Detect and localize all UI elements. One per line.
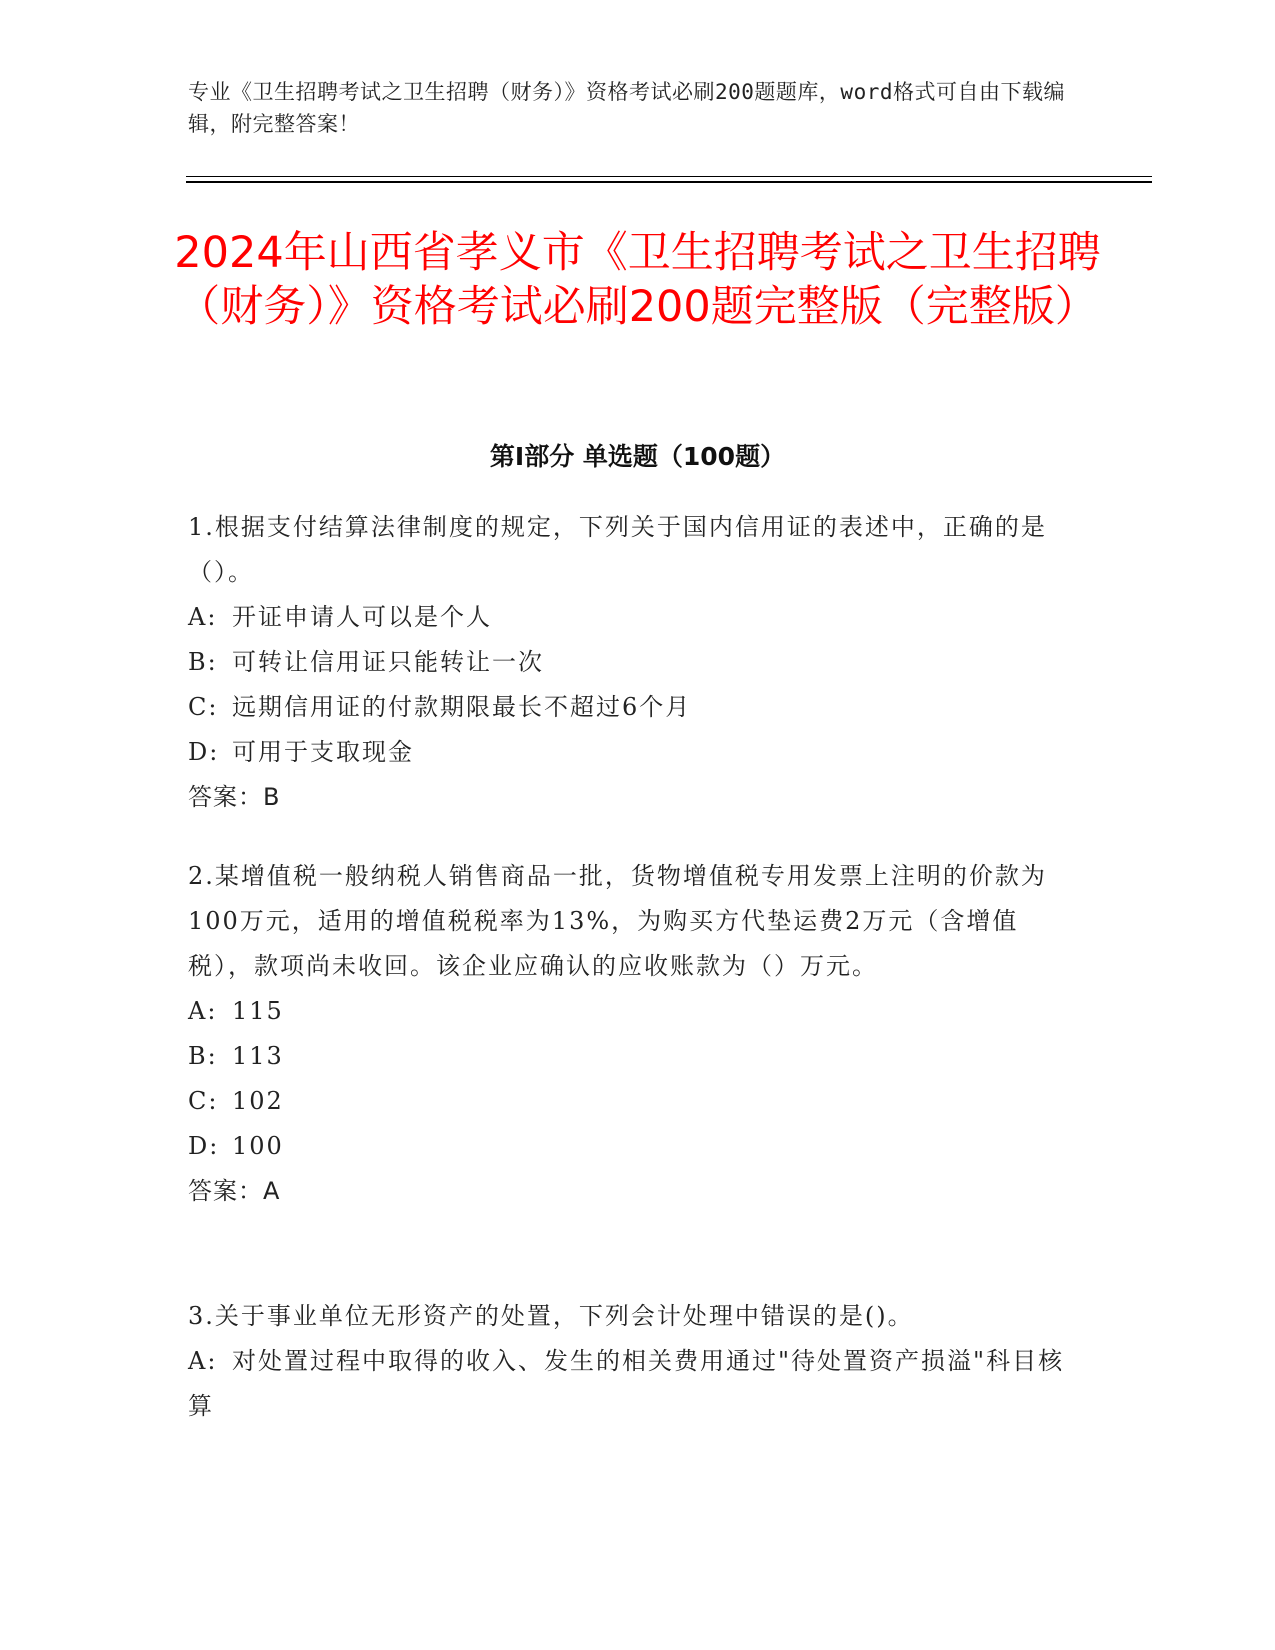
- option-letter: A:: [188, 1347, 218, 1375]
- option-text: 对处置过程中取得的收入、发生的相关费用通过"待处置资产损溢"科目核算: [188, 1347, 1065, 1420]
- question-stem: 2.某增值税一般纳税人销售商品一批，货物增值税专用发票上注明的价款为100万元，适用的增值税税率为13%，为购买方代垫运费2万元（含增值税），款项尚未收回。该企业应确认的应收账款为（）万元。: [188, 862, 1047, 980]
- option-b: [188, 640, 1078, 685]
- option-text: 102: [232, 1087, 284, 1115]
- option-text: 远期信用证的付款期限最长不超过6个月: [232, 693, 692, 721]
- header-divider-thick: [186, 181, 1152, 183]
- question-stem: 3.关于事业单位无形资产的处置，下列会计处理中错误的是()。: [188, 1302, 914, 1330]
- question-1: [188, 505, 1078, 820]
- option-letter: C:: [188, 693, 219, 721]
- question-3: [188, 1294, 1078, 1429]
- option-letter: B:: [188, 1042, 218, 1070]
- option-b: [188, 1034, 1078, 1079]
- document-title: 2024年山西省孝义市《卫生招聘考试之卫生招聘（财务）》资格考试必刷200题完整版（完整版）: [174, 228, 1101, 332]
- option-d: [188, 730, 1078, 775]
- section-title: 第I部分 单选题（100题）: [489, 442, 786, 471]
- header-divider-thin: [186, 176, 1152, 177]
- option-text: 可转让信用证只能转让一次: [232, 648, 544, 676]
- option-text: 100: [232, 1132, 284, 1160]
- option-c: [188, 685, 1078, 730]
- option-a: [188, 595, 1078, 640]
- question-stem: 1.根据支付结算法律制度的规定，下列关于国内信用证的表述中，正确的是（）。: [188, 513, 1047, 586]
- option-letter: C:: [188, 1087, 219, 1115]
- option-letter: D:: [188, 738, 220, 766]
- option-a: [188, 989, 1078, 1034]
- option-a: [188, 1339, 1078, 1429]
- option-letter: A:: [188, 997, 218, 1025]
- option-text: 113: [232, 1042, 284, 1070]
- option-letter: A:: [188, 603, 218, 631]
- answer: 答案：A: [188, 1177, 281, 1205]
- option-c: [188, 1079, 1078, 1124]
- option-letter: D:: [188, 1132, 220, 1160]
- header-note: 专业《卫生招聘考试之卫生招聘（财务）》资格考试必刷200题题库，word格式可自由下载编辑，附完整答案！: [188, 80, 1065, 136]
- option-text: 可用于支取现金: [232, 738, 414, 766]
- option-d: [188, 1124, 1078, 1169]
- question-2: [188, 854, 1078, 1214]
- option-letter: B:: [188, 648, 218, 676]
- option-text: 开证申请人可以是个人: [232, 603, 492, 631]
- answer: 答案：B: [188, 783, 281, 811]
- option-text: 115: [232, 997, 284, 1025]
